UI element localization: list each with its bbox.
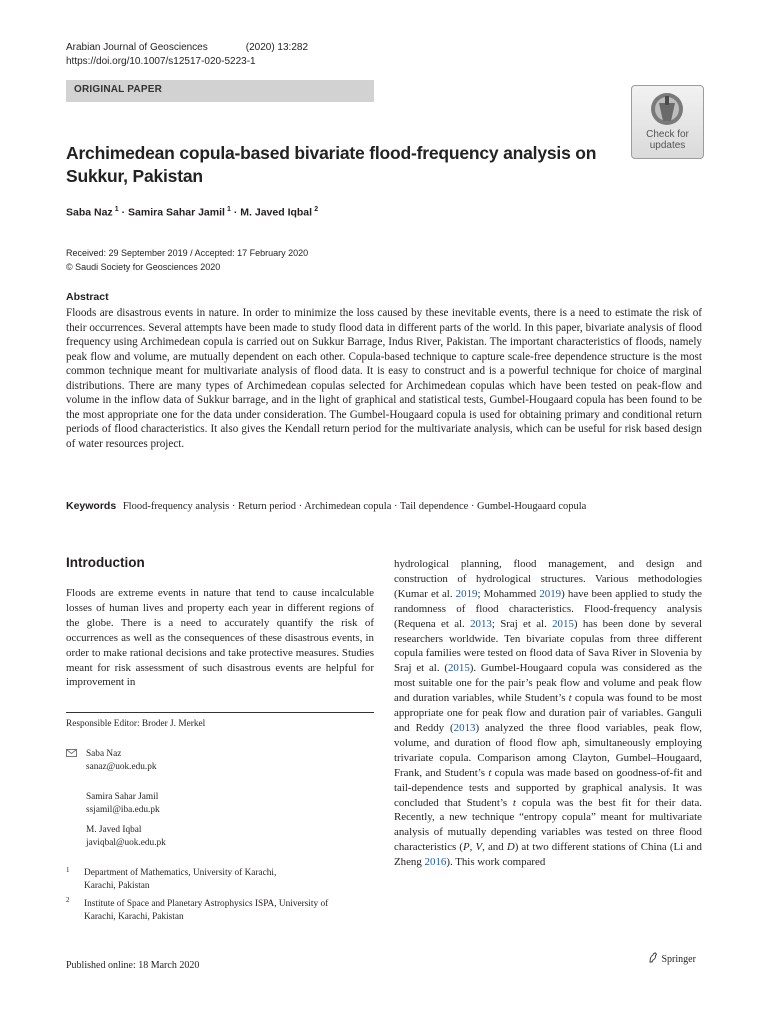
body-text: copula was the best fit for their data. Recently, a new technique “entropy copula” meant for multivariate analysis of mutually depending variables was tested on three flood characteristics ( <box>394 796 703 854</box>
paper-type-label: ORIGINAL PAPER <box>74 84 162 95</box>
journal-name: Arabian Journal of Geosciences <box>66 42 208 53</box>
body-text: hydrological planning, flood management, and design and construction of hydrological structures. Various methodologies (Kumar et al. <box>394 558 702 600</box>
author-affiliation: 2 <box>314 206 319 213</box>
springer-horse-icon <box>648 952 659 963</box>
contact-name: Samira Sahar Jamil <box>86 792 159 802</box>
affiliation-line: Karachi, Pakistan <box>84 881 150 891</box>
responsible-editor: Responsible Editor: Broder J. Merkel <box>66 719 206 729</box>
journal-volume: (2020) 13:282 <box>245 42 309 53</box>
check-updates-icon <box>649 91 685 127</box>
keywords <box>66 500 706 512</box>
body-text: ) has been done by several researchers worldwide. Ten bivariate copulas from three different copula families were tested on flood data of Sava River in Slovenia by Sraj et al. ( <box>394 617 703 675</box>
abstract-heading: Abstract <box>66 291 109 303</box>
body-text: ) at two different stations of China (Li and Zheng <box>394 841 702 869</box>
check-for-updates-button[interactable] <box>631 85 704 159</box>
contact-entry <box>86 791 160 817</box>
introduction-heading: Introduction <box>66 555 145 570</box>
copyright-text: Saudi Society for Geosciences 2020 <box>75 262 221 272</box>
affiliation-entry <box>84 867 276 893</box>
author-list <box>66 206 318 219</box>
italic-symbol: D <box>506 841 515 854</box>
check-updates-line2: updates <box>649 140 686 151</box>
contact-entry <box>86 748 157 774</box>
envelope-icon <box>66 749 77 757</box>
published-online: Published online: 18 March 2020 <box>66 960 200 971</box>
italic-symbol: t <box>488 766 492 779</box>
body-text: , <box>469 841 476 854</box>
italic-symbol: t <box>512 796 516 809</box>
citation-link[interactable]: 2013 <box>470 617 492 630</box>
body-text: copula was made based on goodness-of-fit and tail-dependence tests and supported by graphical analysis. It was concluded that Student’s <box>394 766 702 809</box>
introduction-left-text: Floods are extreme events in nature that tend to cause incalculable losses of human lives and property each year in different regions of the globe. There is a need to accurately quantify the risk of occurrences as well as the consequences of these disastrous events, in order to make rational decisions and take protective measures. Studies meant for risk assessment of such disastrous events are helpful for improvement in <box>66 587 374 689</box>
body-text: ). This work compared <box>446 856 546 869</box>
body-text: ) analyzed the three flood variables, peak flow, volume, and duration of flood flow aph, simultaneously employing trivariate copula. Comparison among Clayton, Gumbel–Hougaard, Frank, and Student’s <box>394 721 702 779</box>
copyright-line <box>66 262 220 272</box>
journal-header <box>66 42 308 53</box>
italic-symbol: P <box>463 841 470 854</box>
citation-link[interactable]: 2019 <box>539 587 562 600</box>
citation-link[interactable]: 2015 <box>447 662 470 675</box>
affiliation-line: Karachi, Karachi, Pakistan <box>84 912 184 922</box>
body-text: ). Gumbel-Hougaard copula was considered as the most suitable one for the pair’s peak flow and volume and peak flow and duration variables, while Student’s <box>394 662 703 705</box>
article-title: Archimedean copula-based bivariate flood-frequency analysis on Sukkur, Pakistan <box>66 143 597 186</box>
body-text: ; Mohammed <box>477 587 540 600</box>
italic-symbol: V <box>475 841 483 854</box>
author-name[interactable]: Samira Sahar Jamil <box>128 206 225 219</box>
keywords-text: Flood-frequency analysis · Return period · Archimedean copula · Tail dependence · Gumbel-Hougaard copula <box>122 501 587 512</box>
author-name[interactable]: Saba Naz <box>66 206 113 219</box>
contact-email[interactable]: ssjamil@iba.edu.pk <box>86 805 160 815</box>
copyright-icon: © <box>66 262 73 272</box>
affiliation-entry <box>84 898 328 924</box>
footnote-divider <box>66 712 374 713</box>
contact-email[interactable]: javiqbal@uok.edu.pk <box>86 838 166 848</box>
contact-name: M. Javed Iqbal <box>86 825 142 835</box>
affiliation-number: 1 <box>66 866 70 874</box>
keywords-label: Keywords <box>66 500 117 512</box>
received-dates: Received: 29 September 2019 / Accepted: 17 February 2020 <box>66 248 309 258</box>
body-text: ) have been applied to study the randomness of flood characteristics. Flood-frequency analysis (Requena et al. <box>394 587 702 630</box>
citation-link[interactable]: 2015 <box>552 617 574 630</box>
citation-link[interactable]: 2016 <box>424 856 447 869</box>
body-text: copula was found to be most appropriate one for peak flow and duration pair of variables. Ganguli and Reddy ( <box>394 692 702 734</box>
abstract-text: Floods are disastrous events in nature. In order to minimize the loss caused by these inevitable events, there is a need to estimate the risk of their occurrences. Several attempts have been made to study flood data in different parts of the world. In this paper, bivariate analysis of flood frequency using Archimedean copula is carried out on Sukkur Barrage, Indus River, Pakistan. The important characteristics of floods, namely peak flow and volume, are mutually dependent on each other. Copula-based technique to capture scale-free dependence structure is the most common technique meant for multivariate analysis of flood data. It is easy to construct and is a powerful technique for choice of marginal distributions. There are many types of Archimedean copulas selected for Archimedean copulas which have been tested on peak-flow and volume in the inflow data of Sukkur barrage, and in the light of graphical and statistical tests, Gumbel-Hougaard copula has been found to be the most appropriate one for the data under consideration. The Gumbel-Hougaard copula is used for obtaining primary and conditional return periods of flood characteristics. It also gives the Kendall return period for the multivariate analysis, which can be useful for risk based design of water resources project. <box>66 307 702 450</box>
introduction-right-text <box>394 557 702 870</box>
contact-name: Saba Naz <box>86 749 122 759</box>
publisher-name: Springer <box>661 954 696 965</box>
author-separator: · <box>233 206 238 219</box>
italic-symbol: t <box>568 692 572 705</box>
affiliation-line: Department of Mathematics, University of Karachi, <box>84 868 277 878</box>
affiliation-number: 2 <box>66 896 70 904</box>
springer-logo <box>648 952 696 965</box>
check-updates-line1: Check for <box>646 129 689 140</box>
body-text: ; Sraj et al. <box>491 617 553 630</box>
affiliation-line: Institute of Space and Planetary Astrophysics ISPA, University of <box>84 899 329 909</box>
author-affiliation: 1 <box>114 206 119 213</box>
author-separator: · <box>121 206 126 219</box>
body-text: , and <box>482 841 507 854</box>
doi-link[interactable]: https://doi.org/10.1007/s12517-020-5223-1 <box>66 56 256 67</box>
author-affiliation: 1 <box>227 206 231 213</box>
citation-link[interactable]: 2013 <box>453 721 476 734</box>
author-name[interactable]: M. Javed Iqbal <box>240 206 313 219</box>
contact-email[interactable]: sanaz@uok.edu.pk <box>86 762 157 772</box>
paper-type-bar <box>66 80 374 102</box>
contact-entry <box>86 824 166 850</box>
citation-link[interactable]: 2019 <box>455 587 478 600</box>
